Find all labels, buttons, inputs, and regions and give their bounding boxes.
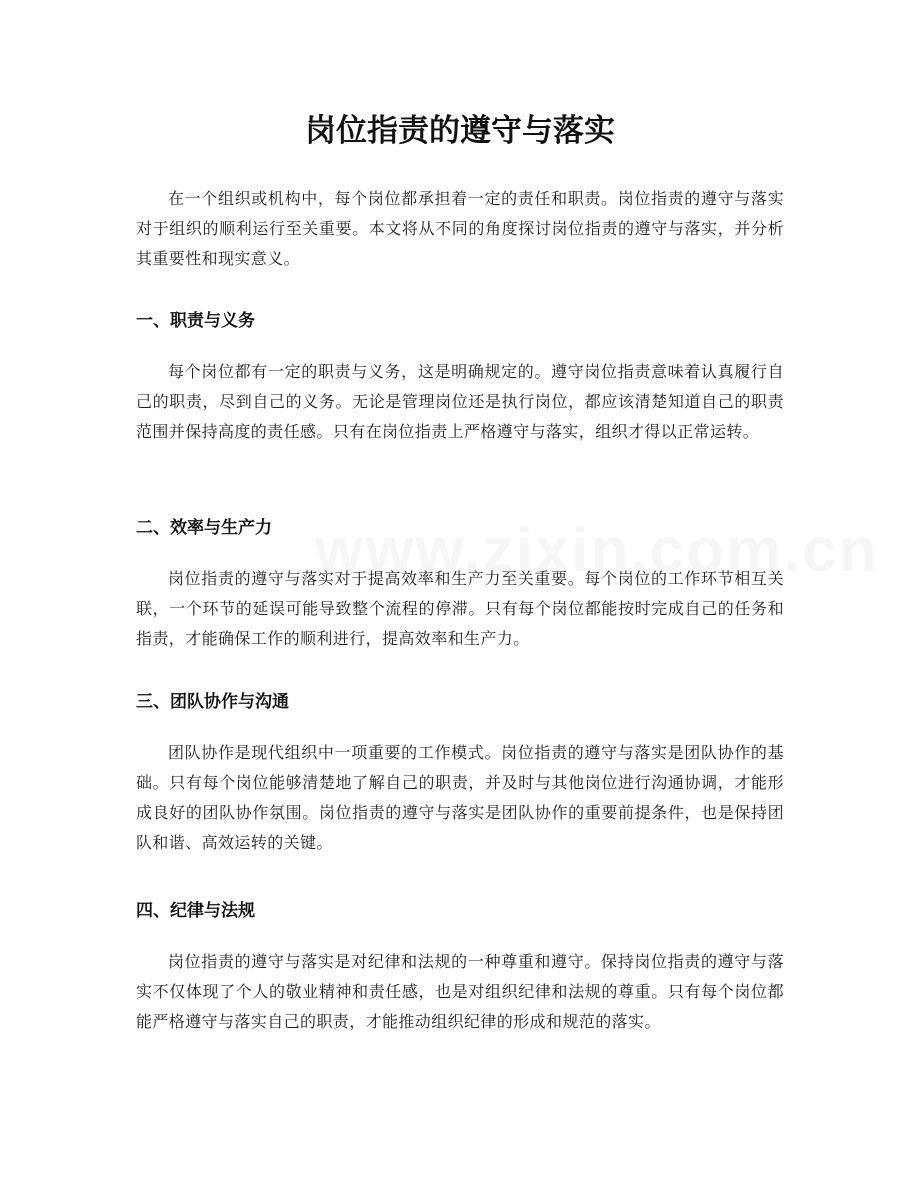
section-body-teamwork: 团队协作是现代组织中一项重要的工作模式。岗位指责的遵守与落实是团队协作的基础。只有每个岗位能够清楚地了解自己的职责，并及时与其他岗位进行沟通协调，才能形成良好的团队协作氛围。岗位指责的遵守与落实是团队协作的重要前提条件，也是保持团队和谐、高效运转的关键。: [136, 743, 784, 852]
intro-paragraph: 在一个组织或机构中，每个岗位都承担着一定的责任和职责。岗位指责的遵守与落实对于组织的顺利运行至关重要。本文将从不同的角度探讨岗位指责的遵守与落实，并分析其重要性和现实意义。: [136, 189, 784, 268]
section-heading-efficiency: 二、效率与生产力: [136, 518, 272, 538]
section-heading-duties: 一、职责与义务: [136, 311, 255, 331]
section-body-efficiency: 岗位指责的遵守与落实对于提高效率和生产力至关重要。每个岗位的工作环节相互关联，一个环节的延误可能导致整个流程的停滞。只有每个岗位都能按时完成自己的任务和指责，才能确保工作的顺利进行，提高效率和生产力。: [136, 569, 784, 648]
section-body-discipline: 岗位指责的遵守与落实是对纪律和法规的一种尊重和遵守。保持岗位指责的遵守与落实不仅体现了个人的敬业精神和责任感，也是对组织纪律和法规的尊重。只有每个岗位都能严格遵守与落实自己的职责，才能推动组织纪律的形成和规范的落实。: [136, 952, 784, 1031]
section-body-duties: 每个岗位都有一定的职责与义务，这是明确规定的。遵守岗位指责意味着认真履行自己的职责，尽到自己的义务。无论是管理岗位还是执行岗位，都应该清楚知道自己的职责范围并保持高度的责任感。只有在岗位指责上严格遵守与落实，组织才得以正常运转。: [136, 362, 784, 441]
section-heading-teamwork: 三、团队协作与沟通: [136, 692, 289, 712]
document-title: 岗位指责的遵守与落实: [305, 113, 615, 149]
section-heading-discipline: 四、纪律与法规: [136, 901, 255, 921]
